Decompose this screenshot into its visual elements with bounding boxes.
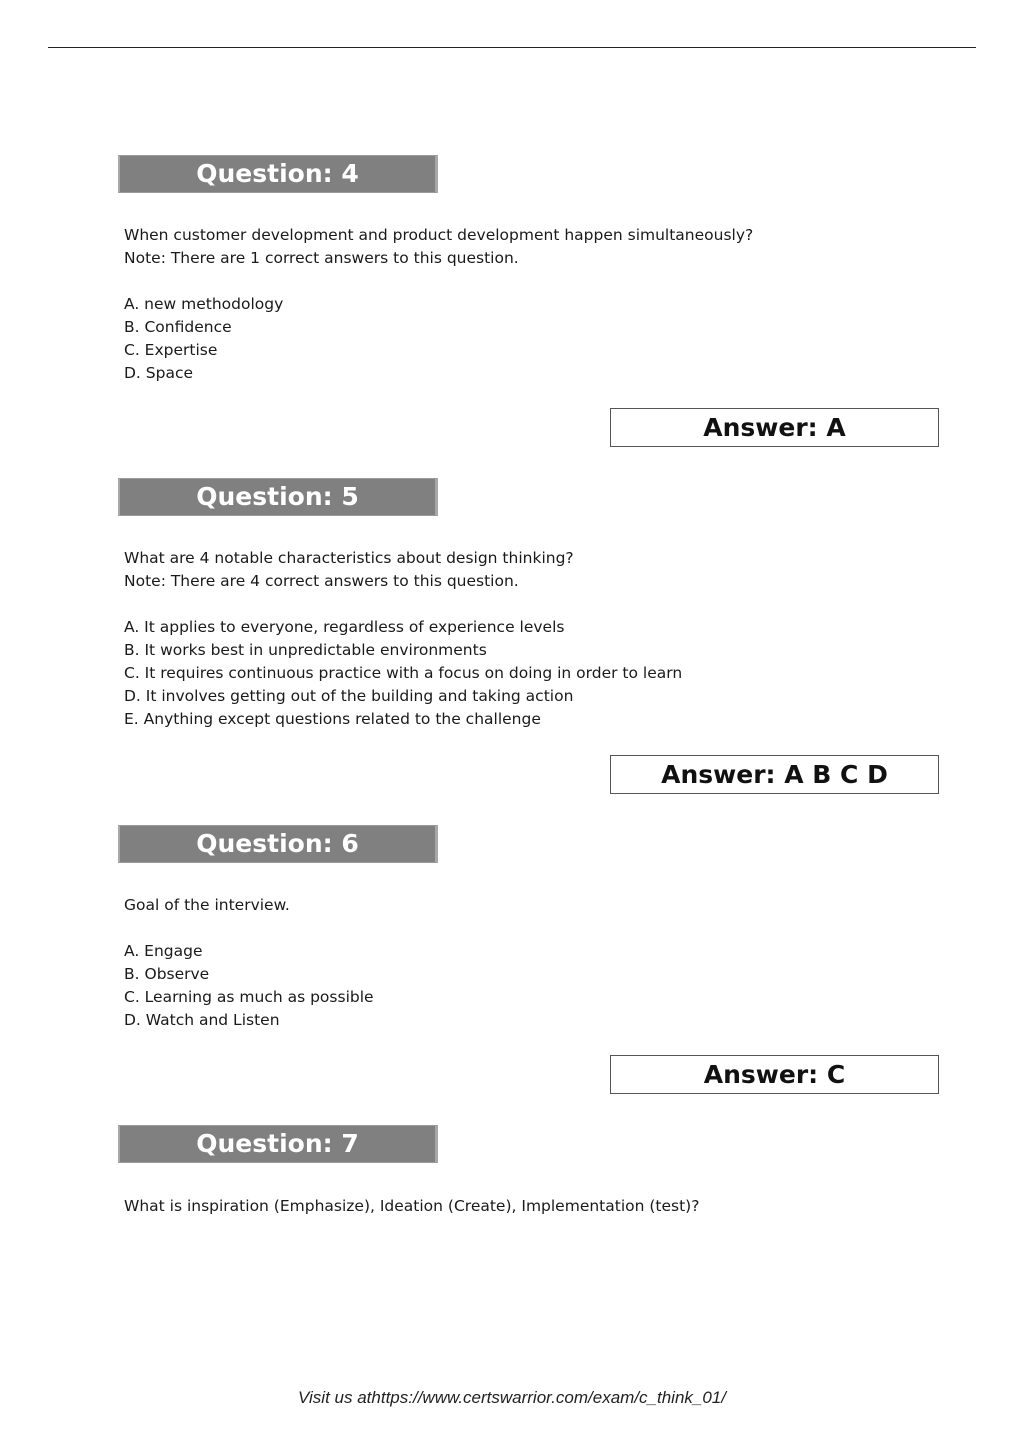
question-4-header: Question: 4	[118, 155, 438, 193]
question-6-header: Question: 6	[118, 825, 438, 863]
question-4-option-b: B. Confidence	[124, 318, 232, 336]
question-7-header: Question: 7	[118, 1125, 438, 1163]
footer-link[interactable]: Visit us athttps://www.certswarrior.com/exam/c_think_01/	[298, 1388, 726, 1407]
question-4-option-d: D. Space	[124, 364, 194, 382]
question-6-option-d: D. Watch and Listen	[124, 1011, 280, 1029]
question-5-option-b: B. It works best in unpredictable environments	[124, 641, 487, 659]
question-6-answer: Answer: C	[610, 1055, 939, 1094]
question-6-option-a: A. Engage	[124, 942, 203, 960]
question-4-body	[124, 224, 753, 385]
question-5-option-e: E. Anything except questions related to the challenge	[124, 710, 541, 728]
question-4-answer: Answer: A	[610, 408, 939, 447]
question-6-option-b: B. Observe	[124, 965, 210, 983]
question-5-answer: Answer: A B C D	[610, 755, 939, 794]
question-6-body	[124, 894, 374, 1032]
header-rule	[48, 47, 976, 48]
question-5-option-a: A. It applies to everyone, regardless of experience levels	[124, 618, 565, 636]
question-7-body	[124, 1195, 699, 1218]
question-5-body	[124, 547, 682, 731]
question-5-note: Note: There are 4 correct answers to this question.	[124, 572, 519, 590]
question-7-text: What is inspiration (Emphasize), Ideation (Create), Implementation (test)?	[124, 1197, 700, 1215]
question-5-text: What are 4 notable characteristics about design thinking?	[124, 549, 574, 567]
question-4-text: When customer development and product development happen simultaneously?	[124, 226, 754, 244]
question-4-option-c: C. Expertise	[124, 341, 218, 359]
question-5-option-d: D. It involves getting out of the building and taking action	[124, 687, 574, 705]
question-4-option-a: A. new methodology	[124, 295, 284, 313]
question-5-option-c: C. It requires continuous practice with a focus on doing in order to learn	[124, 664, 683, 682]
question-4-note: Note: There are 1 correct answers to this question.	[124, 249, 519, 267]
question-5-header: Question: 5	[118, 478, 438, 516]
question-6-option-c: C. Learning as much as possible	[124, 988, 374, 1006]
question-6-text: Goal of the interview.	[124, 896, 290, 914]
